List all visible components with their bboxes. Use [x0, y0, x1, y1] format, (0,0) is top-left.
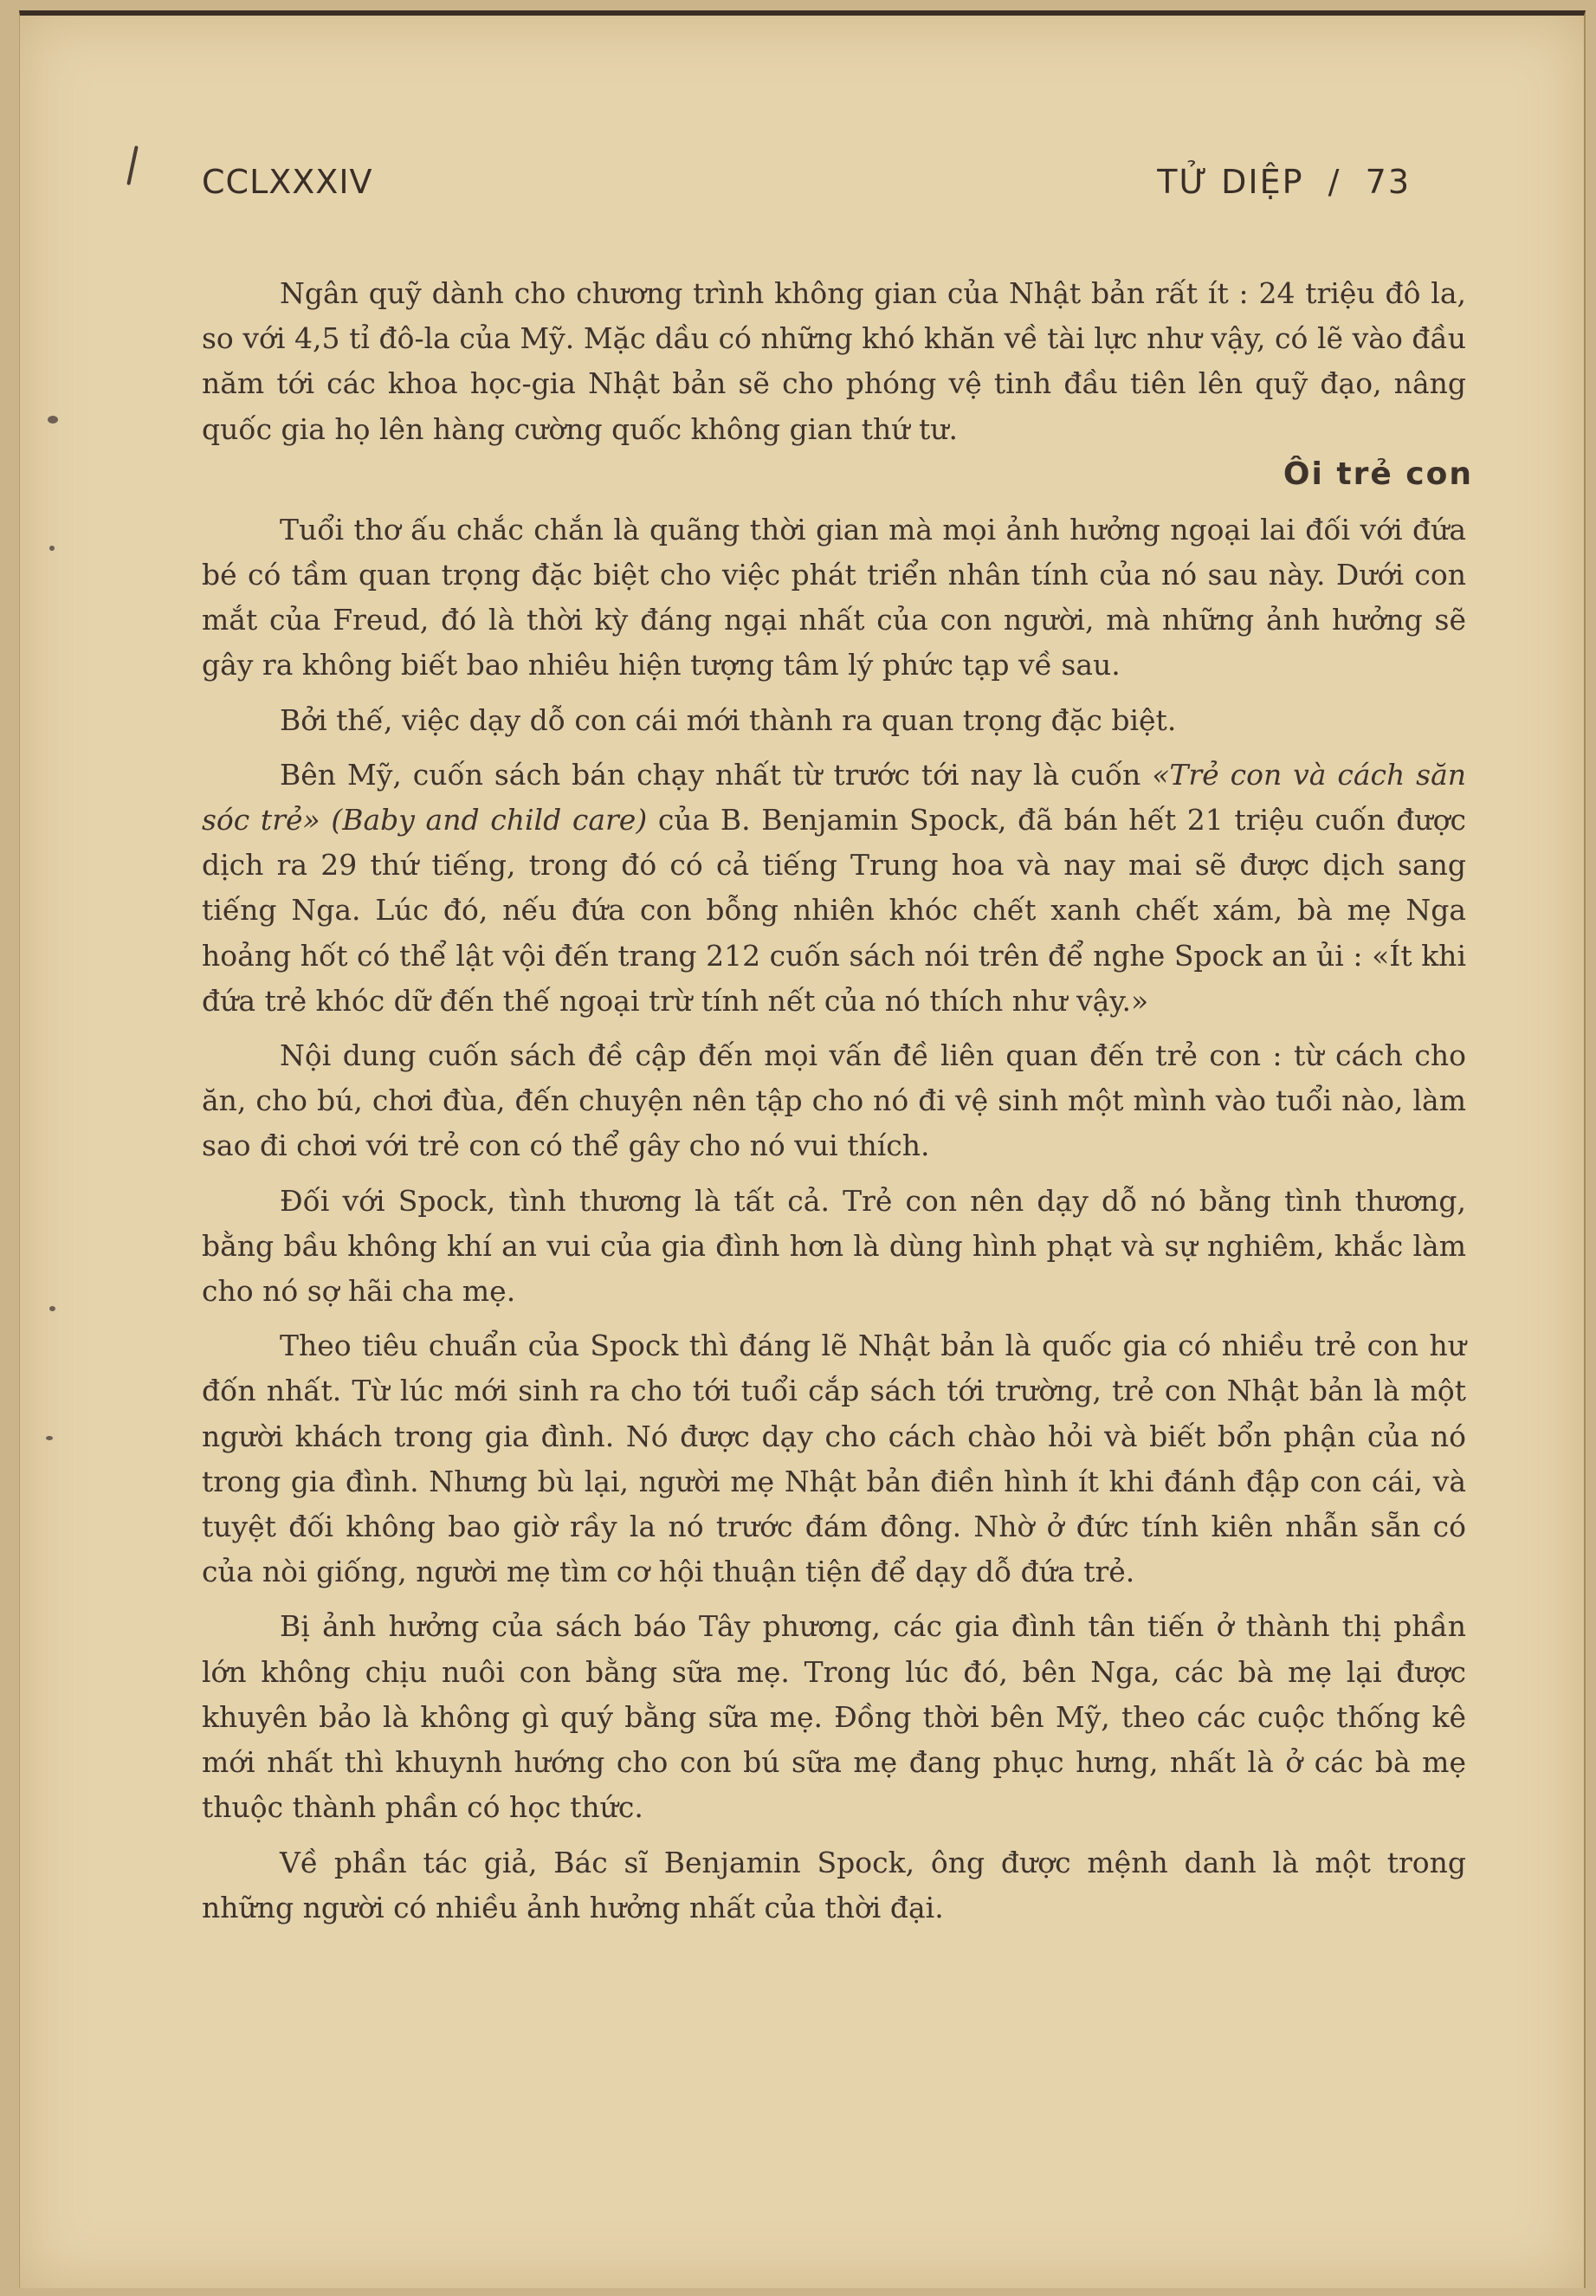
paragraph-education: Bởi thế, việc dạy dỗ con cái mới thành ra quan trọng đặc biệt. — [280, 702, 1177, 737]
page-speck — [46, 1436, 53, 1440]
paragraph-space-budget: Ngân quỹ dành cho chương trình không gian của Nhật bản rất ít : 24 triệu đô la, so với 4,5 tỉ đô-la của Mỹ. Mặc dầu có những khó khăn về tài lực như vậy, có lẽ vào đầu năm tới các khoa học-gia Nhật bản sẽ cho phóng vệ tinh đầu tiên lên quỹ đạo, nâng quốc gia họ lên hàng cường quốc không gian thứ tư. — [202, 276, 1466, 446]
page-speck — [48, 416, 58, 424]
running-head-left: CCLXXXIV — [202, 163, 373, 201]
paragraph-love: Đối với Spock, tình thương là tất cả. Trẻ con nên dạy dỗ nó bằng tình thương, bằng bầu không khí an vui của gia đình hơn là dùng hình phạt và sự nghiêm, khắc làm cho nó sợ hãi cha mẹ. — [202, 1183, 1466, 1309]
body-text — [202, 271, 1473, 1940]
paragraph-childhood: Tuổi thơ ấu chắc chắn là quãng thời gian mà mọi ảnh hưởng ngoại lai đối với đứa bé có tầm quan trọng đặc biệt cho việc phát triển nhân tính của nó sau này. Dưới con mắt của Freud, đó là thời kỳ đáng ngại nhất của con người, mà những ảnh hưởng sẽ gây ra không biết bao nhiêu hiện tượng tâm lý phức tạp về sau. — [202, 512, 1466, 682]
running-head-right: TỬ DIỆP / 73 — [1157, 163, 1411, 201]
page-speck — [49, 546, 55, 551]
paragraph-book-content: Nội dung cuốn sách đề cập đến mọi vấn đề liên quan đến trẻ con : từ cách cho ăn, cho bú, chơi đùa, đến chuyện nên tập cho nó đi vệ sinh một mình vào tuổi nào, làm sao đi chơi với trẻ con có thể gây cho nó vui thích. — [202, 1038, 1466, 1163]
pencil-mark — [126, 146, 138, 185]
spock-text-before: Bên Mỹ, cuốn sách bán chạy nhất từ trước tới nay là cuốn — [280, 757, 1153, 792]
paragraph-breastfeeding: Bị ảnh hưởng của sách báo Tây phương, các gia đình tân tiến ở thành thị phần lớn không chịu nuôi con bằng sữa mẹ. Trong lúc đó, bên Nga, các bà mẹ lại được khuyên bảo là không gì quý bằng sữa mẹ. Đồng thời bên Mỹ, theo các cuộc thống kê mới nhất thì khuynh hướng cho con bú sữa mẹ đang phục hưng, nhất là ở các bà mẹ thuộc thành phần có học thức. — [202, 1609, 1466, 1825]
page-speck — [49, 1306, 55, 1311]
paragraph-japan: Theo tiêu chuẩn của Spock thì đáng lẽ Nhật bản là quốc gia có nhiều trẻ con hư đốn nhất. Từ lúc mới sinh ra cho tới tuổi cắp sách tới trường, trẻ con Nhật bản là một người khách trong gia đình. Nó được dạy cho cách chào hỏi và biết bổn phận của nó trong gia đình. Nhưng bù lại, người mẹ Nhật bản điền hình ít khi đánh đập con cái, và tuyệt đối không bao giờ rầy la nó trước đám đông. Nhờ ở đức tính kiên nhẫn sẵn có của nòi giống, người mẹ tìm cơ hội thuận tiện để dạy dỗ đứa trẻ. — [202, 1329, 1466, 1589]
paragraph-spock-book — [202, 753, 1466, 1024]
paragraph-author: Về phần tác giả, Bác sĩ Benjamin Spock, ông được mệnh danh là một trong những người có nhiều ảnh hưởng nhất của thời đại. — [202, 1845, 1466, 1924]
book-title: «Trẻ con và cách săn sóc trẻ» (Baby and child care) — [202, 757, 1466, 838]
section-title: Ôi trẻ con — [1283, 456, 1473, 492]
book-page — [19, 10, 1586, 2288]
spock-text-after: của B. Benjamin Spock, đã bán hết 21 triệu cuốn được dịch ra 29 thứ tiếng, trong đó có cả tiếng Trung hoa và nay mai sẽ được dịch sang tiếng Nga. Lúc đó, nếu đứa con bỗng nhiên khóc chết xanh chết xám, bà mẹ Nga hoảng hốt có thể lật vội đến trang 212 cuốn sách nói trên để nghe Spock an ủi : «Ít khi đứa trẻ khóc dữ đến thế ngoại trừ tính nết của nó thích như vậy.» — [202, 803, 1466, 1018]
running-header — [184, 163, 1437, 215]
